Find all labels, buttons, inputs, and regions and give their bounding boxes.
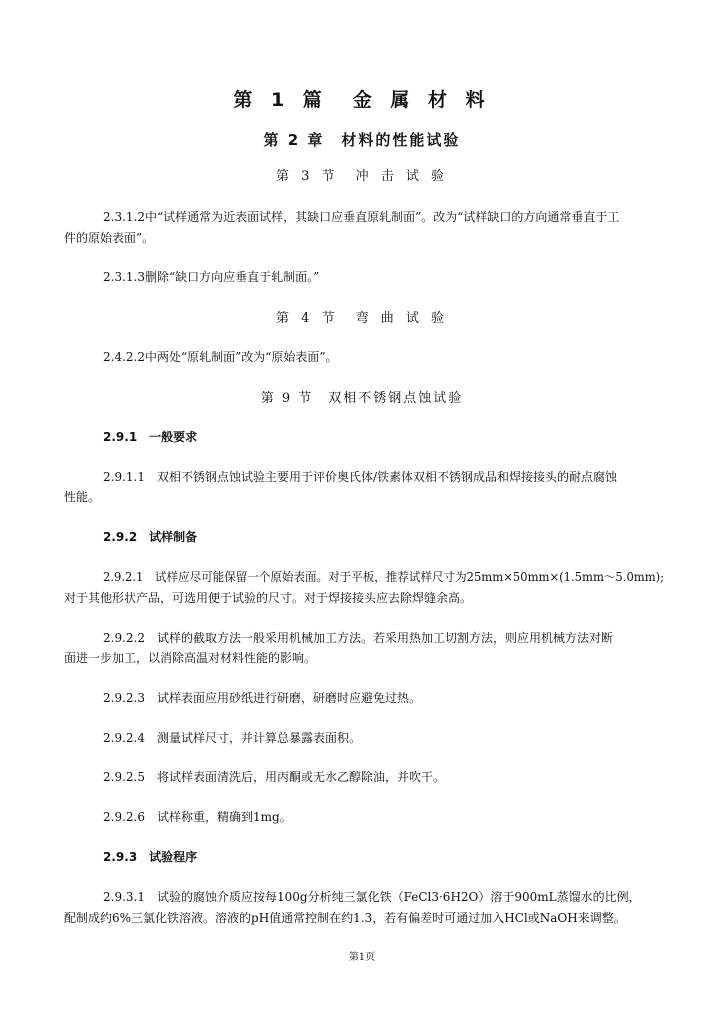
paragraph-2-9-2-1-line2: 对于其他形状产品，可选用便于试验的尺寸。对于焊接接头应去除焊缝余高。 [64, 591, 473, 605]
subheading-2-9-3: 2.9.3 试验程序 [103, 850, 198, 864]
paragraph-2-9-2-2-line1: 2.9.2.2 试样的截取方法一般采用机械加工方法。若采用热加工切割方法，则应用机械方法对断 [103, 631, 613, 645]
paragraph-2-4-2-2: 2.4.2.2中两处“原轧制面”改为“原始表面”。 [103, 350, 338, 364]
subheading-2-9-1: 2.9.1 一般要求 [103, 430, 198, 444]
paragraph-2-9-3-1-line1: 2.9.3.1 试验的腐蚀介质应按每100g分析纯三氯化铁（FeCl3·6H2O）溶于900mL蒸馏水的比例， [103, 890, 641, 904]
paragraph-2-9-2-2-line2: 面进一步加工，以消除高温对材料性能的影响。 [64, 651, 317, 665]
chapter-title: 第 2 章 材料的性能试验 [263, 131, 461, 149]
section-4-title: 第 4 节 弯 曲 试 验 [276, 311, 448, 326]
paragraph-2-9-1-1-line2: 性能。 [64, 490, 101, 504]
paragraph-2-9-2-3: 2.9.2.3 试样表面应用砂纸进行研磨，研磨时应避免过热。 [103, 691, 421, 705]
subheading-2-9-2: 2.9.2 试样制备 [103, 530, 198, 544]
paragraph-2-9-2-6: 2.9.2.6 试样称重，精确到1mg。 [103, 810, 292, 824]
paragraph-2-9-1-1-line1: 2.9.1.1 双相不锈钢点蚀试验主要用于评价奥氏体/铁素体双相不锈钢成品和焊接接头的耐点腐蚀 [103, 470, 618, 484]
paragraph-2-9-2-4: 2.9.2.4 测量试样尺寸，并计算总暴露表面积。 [103, 731, 361, 745]
paragraph-2-9-2-1-line1: 2.9.2.1 试样应尽可能保留一个原始表面。对于平板，推荐试样尺寸为25mm×50mm×(1.5mm～5.0mm); [103, 570, 665, 584]
section-9-title: 第 9 节 双相不锈钢点蚀试验 [260, 391, 464, 406]
part-title: 第 1 篇 金 属 材 料 [233, 89, 491, 111]
section-3-title: 第 3 节 冲 击 试 验 [276, 169, 448, 184]
paragraph-2-9-3-1-line2: 配制成约6%三氯化铁溶液。溶液的pH值通常控制在约1.3，若有偏差时可通过加入HCl或NaOH来调整。 [64, 911, 626, 925]
paragraph-2-3-1-2-line1: 2.3.1.2中“试样通常为近表面试样，其缺口应垂直原轧制面”。改为“试样缺口的方向通常垂直于工 [103, 210, 620, 224]
paragraph-2-3-1-2-line2: 件的原始表面”。 [64, 231, 155, 245]
paragraph-2-3-1-3: 2.3.1.3删除“缺口方向应垂直于轧制面。” [103, 270, 320, 284]
paragraph-2-9-2-5: 2.9.2.5 将试样表面清洗后，用丙酮或无水乙醇除油，并吹干。 [103, 770, 445, 784]
page-number: 第1页 [348, 952, 376, 963]
